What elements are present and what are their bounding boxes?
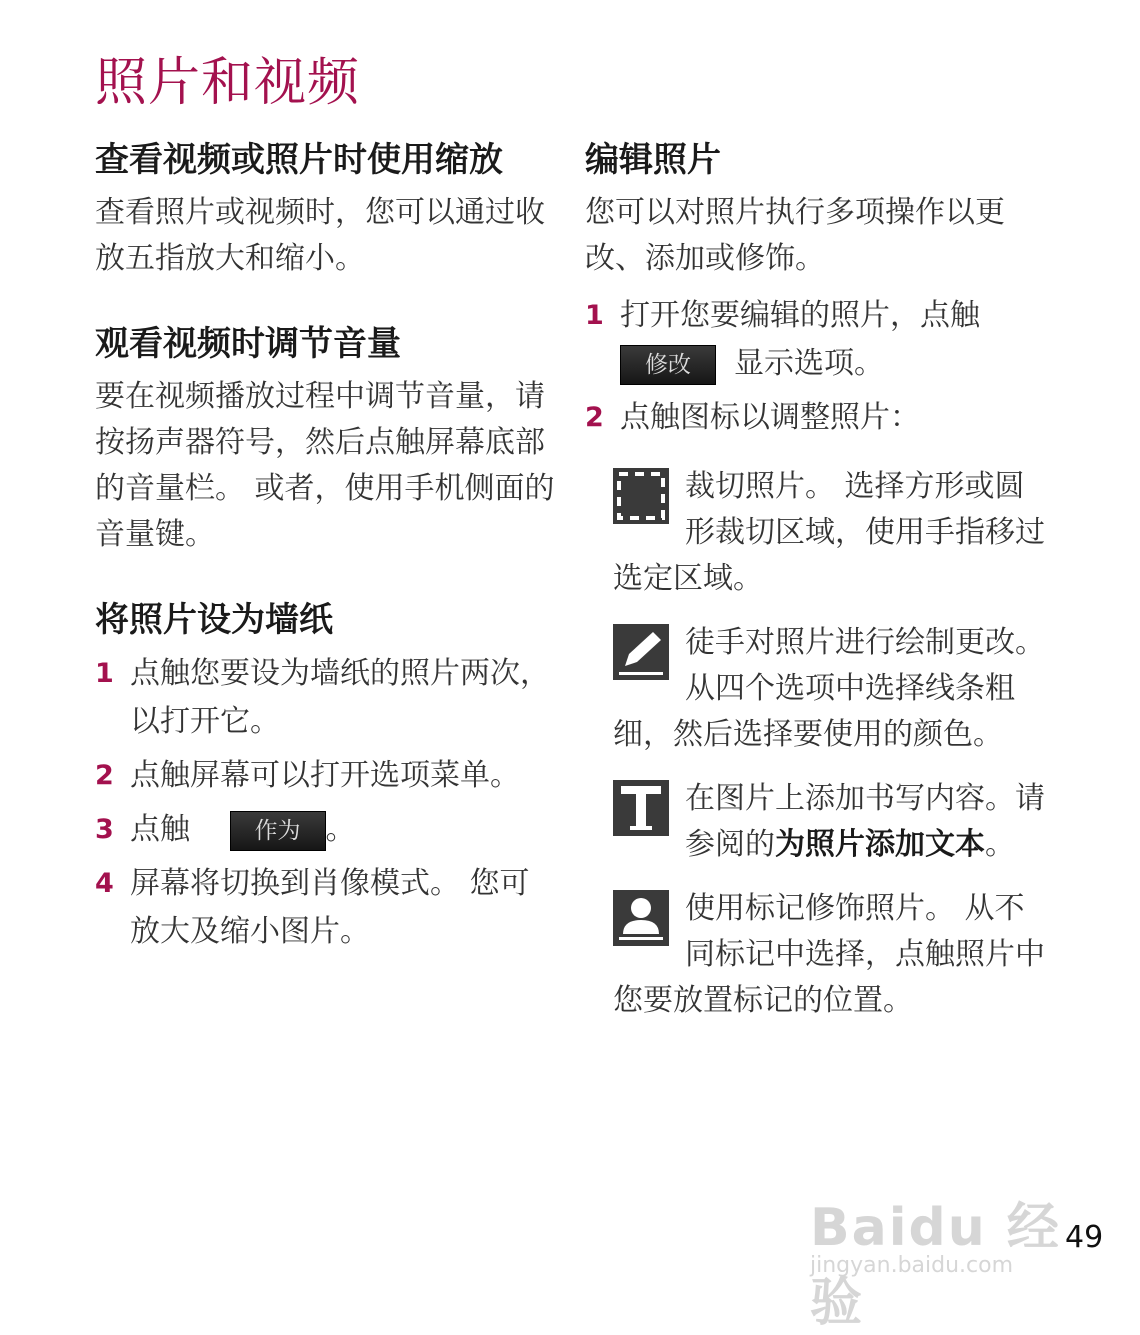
step-text-end: 显示选项。 <box>734 346 884 381</box>
wallpaper-heading: 将照片设为墙纸 <box>95 600 333 640</box>
edit-section <box>585 130 1045 1024</box>
step-text-end: 。 <box>325 812 356 847</box>
text-tool-end: 。 <box>985 827 1015 862</box>
zoom-section <box>95 130 555 282</box>
step-text: 点触 <box>130 812 190 847</box>
wallpaper-section <box>95 590 555 956</box>
watermark-brand: Baidu 经验 <box>810 1198 1061 1333</box>
page-number: 49 <box>1065 1220 1104 1255</box>
pencil-icon[interactable] <box>613 624 669 680</box>
crop-tool <box>613 464 1045 602</box>
step-text: 点触屏幕可以打开选项菜单。 <box>130 758 520 793</box>
crop-text: 裁切照片。 选择方形或圆形裁切区域，使用手指移过选定区域。 <box>613 469 1045 596</box>
step-text: 点触您要设为墙纸的照片两次，以打开它。 <box>130 656 550 739</box>
text-tool-text: 在图片上添加书写内容。请参阅的 <box>685 781 1045 862</box>
right-column <box>585 130 1045 1056</box>
set-as-button[interactable]: 作为 <box>230 811 326 851</box>
step-number: 4 <box>95 868 114 899</box>
watermark-logo <box>805 1165 1075 1333</box>
edit-body: 您可以对照片执行多项操作以更改、添加或修饰。 <box>585 195 1005 276</box>
draw-text: 徒手对照片进行绘制更改。 从四个选项中选择线条粗细，然后选择要使用的颜色。 <box>613 625 1045 752</box>
step-number: 3 <box>95 814 114 845</box>
step-number: 1 <box>95 658 114 689</box>
wallpaper-step-3 <box>95 806 555 854</box>
step-number: 2 <box>95 760 114 791</box>
page-title: 照片和视频 <box>95 53 361 113</box>
step-text: 打开您要编辑的照片，点触 <box>620 298 980 333</box>
edit-step-2 <box>585 394 1045 442</box>
volume-section <box>95 314 555 558</box>
volume-body: 要在视频播放过程中调节音量，请按扬声器符号，然后点触屏幕底部的音量栏。 或者，使用手机侧面的音量键。 <box>95 379 555 552</box>
add-text-link[interactable]: 为照片添加文本 <box>775 827 985 862</box>
stamp-icon[interactable] <box>613 890 669 946</box>
left-column <box>95 130 555 988</box>
wallpaper-step-4 <box>95 860 555 956</box>
zoom-heading: 查看视频或照片时使用缩放 <box>95 140 503 180</box>
edit-step-1 <box>585 292 1045 388</box>
text-tool <box>613 776 1045 868</box>
step-number: 1 <box>585 300 604 331</box>
zoom-body: 查看照片或视频时，您可以通过收放五指放大和缩小。 <box>95 195 545 276</box>
text-icon[interactable] <box>613 780 669 836</box>
stamp-text: 使用标记修饰照片。 从不同标记中选择，点触照片中您要放置标记的位置。 <box>613 891 1045 1018</box>
edit-heading: 编辑照片 <box>585 140 721 180</box>
watermark-url: jingyan.baidu.com <box>810 1253 1014 1278</box>
draw-tool <box>613 620 1045 758</box>
step-number: 2 <box>585 402 604 433</box>
stamp-tool <box>613 886 1045 1024</box>
wallpaper-step-1 <box>95 650 555 746</box>
step-text: 点触图标以调整照片： <box>620 400 920 435</box>
wallpaper-step-2 <box>95 752 555 800</box>
volume-heading: 观看视频时调节音量 <box>95 324 401 364</box>
modify-button[interactable]: 修改 <box>620 345 716 385</box>
step-text: 屏幕将切换到肖像模式。 您可放大及缩小图片。 <box>130 866 530 949</box>
crop-icon[interactable] <box>613 468 669 524</box>
